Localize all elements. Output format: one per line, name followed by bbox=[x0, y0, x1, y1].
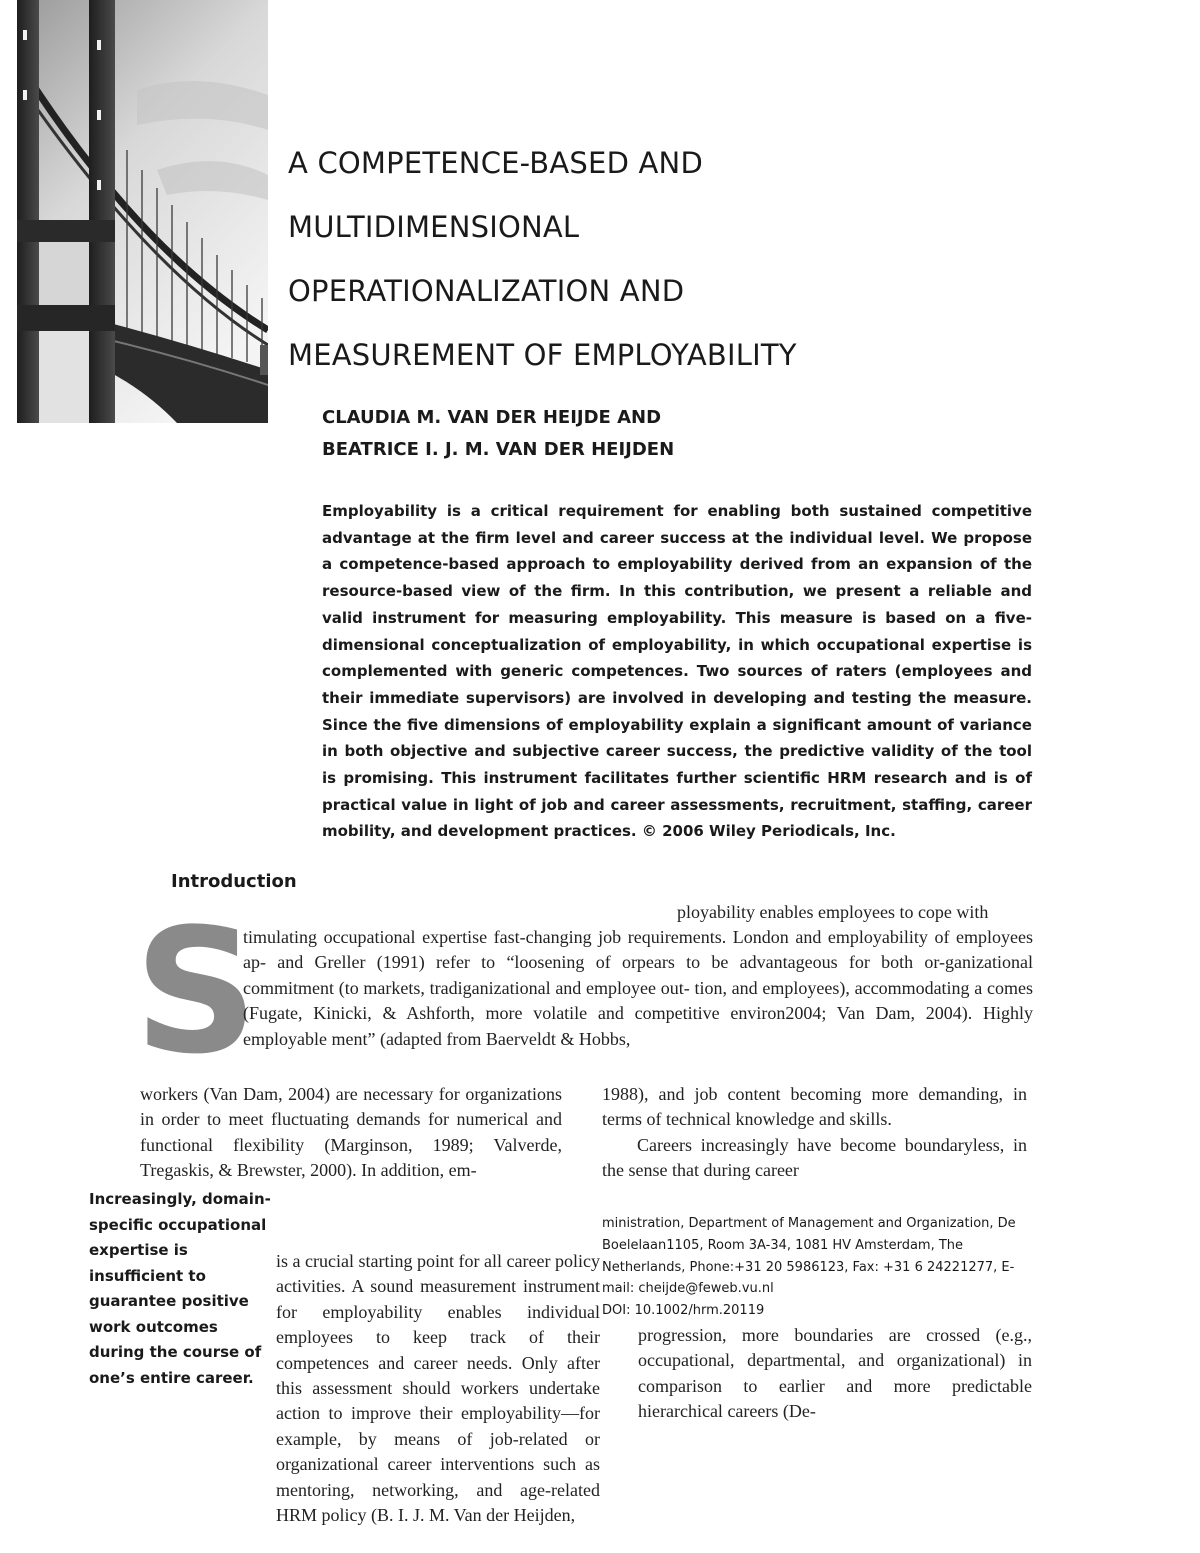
title-line-4: MEASUREMENT OF EMPLOYABILITY bbox=[288, 338, 797, 372]
intro-first-line: ployability enables employees to cope with bbox=[677, 902, 989, 922]
author-2: BEATRICE I. J. M. VAN DER HEIJDEN bbox=[322, 439, 675, 460]
author-footnote bbox=[602, 1213, 1032, 1322]
introduction-heading: Introduction bbox=[171, 871, 297, 892]
right-column-paragraph-2: Careers increasingly have become boundaryless, in the sense that during career bbox=[602, 1134, 1027, 1181]
body-middle-column: is a crucial starting point for all career policy activities. A sound measurement instrument for employability enables individual employees to keep track of their competences and career needs. Only after this assessment should workers undertake action to improve their employability—for example, by means of job-related or organizational career interventions such as mentoring, networking, and age-related HRM policy (B. I. J. M. Van der Heijden, bbox=[276, 1251, 600, 1526]
drop-cap: S bbox=[134, 891, 258, 1092]
pull-quote: Increasingly, domain-specific occupational expertise is insufficient to guarantee positive work outcomes during the course of one’s entire career. bbox=[89, 1190, 271, 1387]
footnote-affiliation: ministration, Department of Management and Organization, De Boelelaan1105, Room 3A-34, 1081 HV Amsterdam, The Netherlands, Phone:+31 20 5986123, Fax: +31 6 24221277, E-mail: cheijde@feweb.vu.nl bbox=[602, 1216, 1016, 1297]
title-line-3: OPERATIONALIZATION AND bbox=[288, 274, 685, 308]
title-line-2: MULTIDIMENSIONAL bbox=[288, 210, 580, 244]
bridge-photo bbox=[17, 0, 268, 423]
bridge-image bbox=[17, 0, 268, 423]
intro-wrapped-text: timulating occupational expertise fast-changing job requirements. London and employability of employees ap- and Greller (1991) refer to “loosening of orpears to be advantageous for both or-ganizational commitment (to markets, tradiganizational and employee out- tion, and employees), accommodating a comes (Fugate, Kinicki, & Ashforth, more volatile and competitive environ2004; Van Dam, 2004). Highly employable ment” (adapted from Baerveldt & Hobbs, bbox=[243, 927, 1033, 1049]
abstract: Employability is a critical requirement for enabling both sustained competitive advantage at the firm level and career success at the individual level. We propose a competence-based approach to employability derived from an expansion of the resource-based view of the firm. In this contribution, we present a reliable and valid instrument for measuring employability. This measure is based on a five-dimensional conceptualization of employability, in which occupational expertise is complemented with generic competences. Two sources of raters (employees and their immediate supervisors) are involved in developing and testing the measure. Since the five dimensions of employability explain a significant amount of variance in both objective and subjective career success, the predictive validity of the tool is promising. This instrument facilitates further scientific HRM research and is of practical value in light of job and career assessments, recruitment, staffing, career mobility, and development practices. © 2006 Wiley Periodicals, Inc. bbox=[322, 502, 1032, 841]
body-right-column-top bbox=[602, 1082, 1027, 1184]
title-line-1: A COMPETENCE-BASED AND bbox=[288, 146, 703, 180]
body-right-column-bottom: progression, more boundaries are crossed (e.g., occupational, departmental, and organizational) in comparison to earlier and more predictable hierarchical careers (De- bbox=[638, 1325, 1032, 1422]
author-1: CLAUDIA M. VAN DER HEIJDE AND bbox=[322, 407, 662, 428]
body-left-column-top: workers (Van Dam, 2004) are necessary for organizations in order to meet fluctuating demands for numerical and functional flexibility (Marginson, 1989; Valverde, Tregaskis, & Brewster, 2000). In addition, em- bbox=[140, 1084, 562, 1181]
right-column-paragraph-1: 1988), and job content becoming more demanding, in terms of technical knowledge and skills. bbox=[602, 1084, 1027, 1130]
footnote-doi: DOI: 10.1002/hrm.20119 bbox=[602, 1303, 765, 1319]
